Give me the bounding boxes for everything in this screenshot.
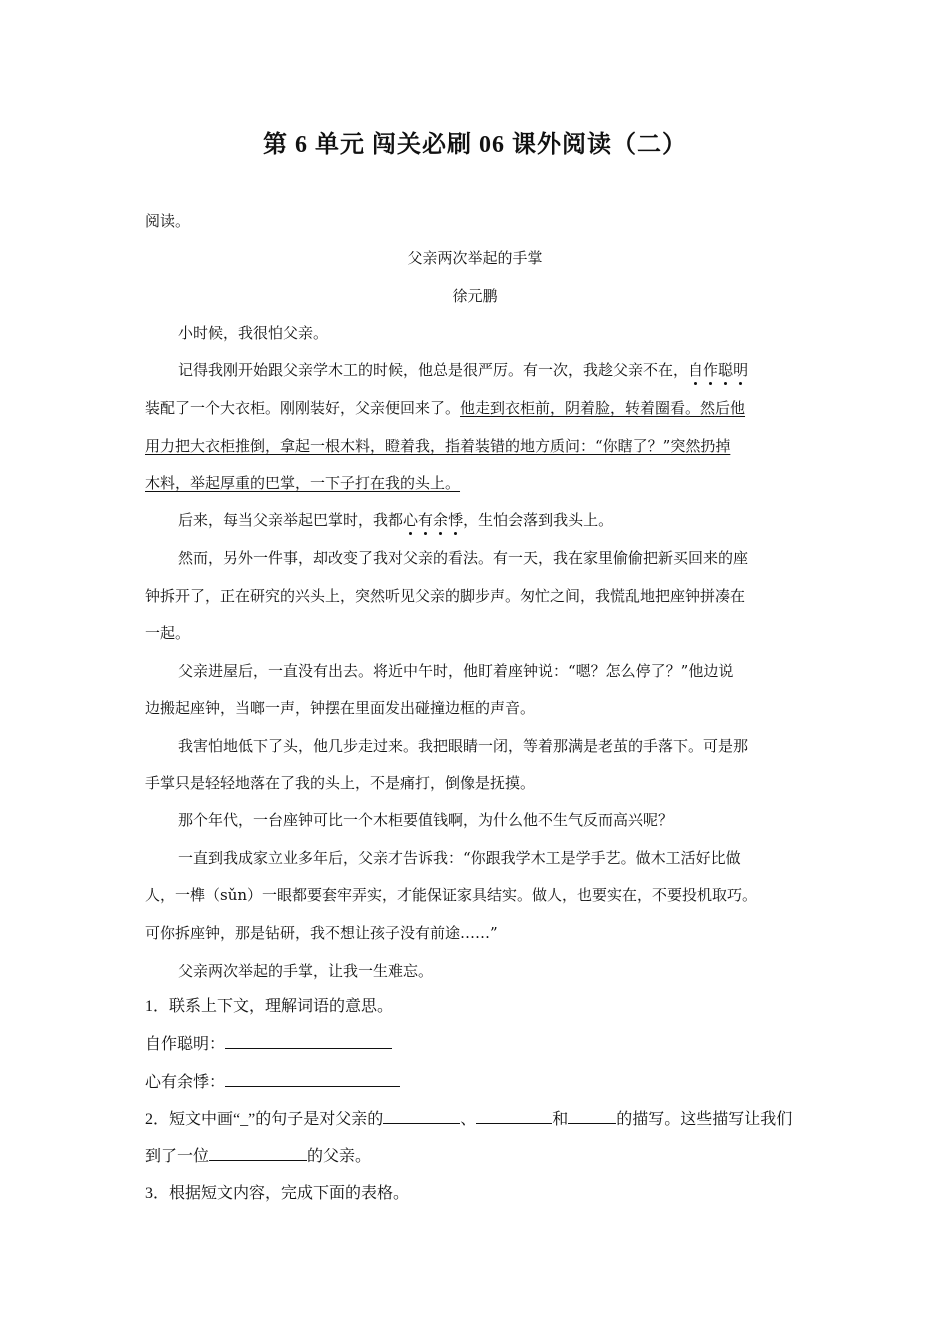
instruction: 阅读。	[145, 212, 191, 230]
paragraph-2-line-1	[178, 360, 810, 380]
paragraph-1: 小时候，我很怕父亲。	[178, 324, 329, 342]
underlined-sentence-line-4: 木料，举起厚重的巴掌，一下子打在我的头上。	[145, 474, 461, 492]
text-span: ，生怕会落到我头上。	[463, 511, 614, 529]
paragraph-3	[178, 510, 810, 530]
text-span: 、	[460, 1111, 477, 1128]
paragraph-8-line-3: 可你拆座钟，那是钻研，我不想让孩子没有前途……”	[145, 924, 498, 942]
answer-blank[interactable]	[476, 1109, 552, 1124]
question-3: 3．根据短文内容，完成下面的表格。	[145, 1185, 410, 1202]
paragraph-4-line-2: 钟拆开了，正在研究的兴头上，突然听见父亲的脚步声。匆忙之间，我慌乱地把座钟拼凑在	[145, 587, 746, 605]
paragraph-7: 那个年代，一台座钟可比一个木柜要值钱啊，为什么他不生气反而高兴呢？	[178, 811, 674, 829]
dotted-char: 自	[688, 361, 704, 379]
question-2-line-2	[145, 1146, 810, 1167]
dotted-char: 明	[733, 361, 749, 379]
paragraph-5-line-1: 父亲进屋后，一直没有出去。将近中午时，他盯着座钟说：“嗯？怎么停了？”他边说	[178, 662, 734, 680]
text-span: 装配了一个大衣柜。刚刚装好，父亲便回来了。	[145, 399, 461, 417]
answer-blank[interactable]	[225, 1034, 392, 1049]
answer-blank[interactable]	[383, 1109, 460, 1124]
question-1-item-1	[145, 1034, 810, 1055]
question-2-line-1	[145, 1109, 810, 1130]
paragraph-4-line-1: 然而，另外一件事，却改变了我对父亲的看法。有一天，我在家里偷偷把新买回来的座	[178, 549, 749, 567]
paragraph-8-line-1: 一直到我成家立业多年后，父亲才告诉我：“你跟我学木工是学手艺。做木工活好比做	[178, 849, 741, 867]
text-span: 记得我刚开始跟父亲学木工的时候，他总是很严厉。有一次，我趁父亲不在，	[178, 361, 689, 379]
underlined-sentence: 他走到衣柜前，阴着脸，转着圈看。然后他	[460, 399, 746, 417]
text-span: 和	[552, 1111, 569, 1128]
text-span: 后来，每当父亲举起巴掌时，我都	[178, 511, 404, 529]
text-span: 的父亲。	[307, 1148, 372, 1165]
text-span: 的描写。这些描写让我们	[616, 1111, 793, 1128]
story-title: 父亲两次举起的手掌	[407, 249, 543, 267]
answer-blank[interactable]	[225, 1072, 400, 1087]
paragraph-2-line-2	[145, 398, 810, 418]
underlined-sentence-line-3: 用力把大衣柜推倒，拿起一根木料，瞪着我，指着装错的地方质问：“你瞎了？”突然扔掉	[145, 437, 731, 455]
paragraph-5-line-2: 边搬起座钟，当啷一声，钟摆在里面发出碰撞边框的声音。	[145, 699, 536, 717]
paragraph-8-line-2: 人，一榫（sǔn）一眼都要套牢弄实，才能保证家具结实。做人，也要实在，不要投机取巧。	[145, 886, 758, 904]
dotted-char: 悸	[448, 511, 464, 529]
dotted-char: 心	[403, 511, 419, 529]
text-span: 2．短文中画“_”的句子是对父亲的	[145, 1111, 384, 1128]
paragraph-9: 父亲两次举起的手掌，让我一生难忘。	[178, 962, 434, 980]
dotted-char: 有	[418, 511, 434, 529]
paragraph-6-line-1: 我害怕地低下了头，他几步走过来。我把眼睛一闭，等着那满是老茧的手落下。可是那	[178, 737, 749, 755]
dotted-word-xinyouyuji	[403, 511, 463, 529]
dotted-word-zizuocongming	[688, 361, 748, 379]
answer-blank[interactable]	[568, 1109, 616, 1124]
dotted-char: 作	[703, 361, 719, 379]
answer-blank[interactable]	[209, 1146, 307, 1161]
label: 心有余悸：	[145, 1074, 226, 1091]
question-1: 1．联系上下文，理解词语的意思。	[145, 998, 394, 1015]
dotted-char: 余	[433, 511, 449, 529]
question-1-item-2	[145, 1072, 810, 1093]
paragraph-6-line-2: 手掌只是轻轻地落在了我的头上，不是痛打，倒像是抚摸。	[145, 774, 536, 792]
label: 自作聪明：	[145, 1036, 226, 1053]
story-author: 徐元鹏	[452, 287, 498, 305]
text-span: 到了一位	[145, 1148, 210, 1165]
paragraph-4-line-3: 一起。	[145, 624, 191, 642]
dotted-char: 聪	[718, 361, 734, 379]
page-title: 第 6 单元 闯关必刷 06 课外阅读（二）	[263, 132, 687, 158]
